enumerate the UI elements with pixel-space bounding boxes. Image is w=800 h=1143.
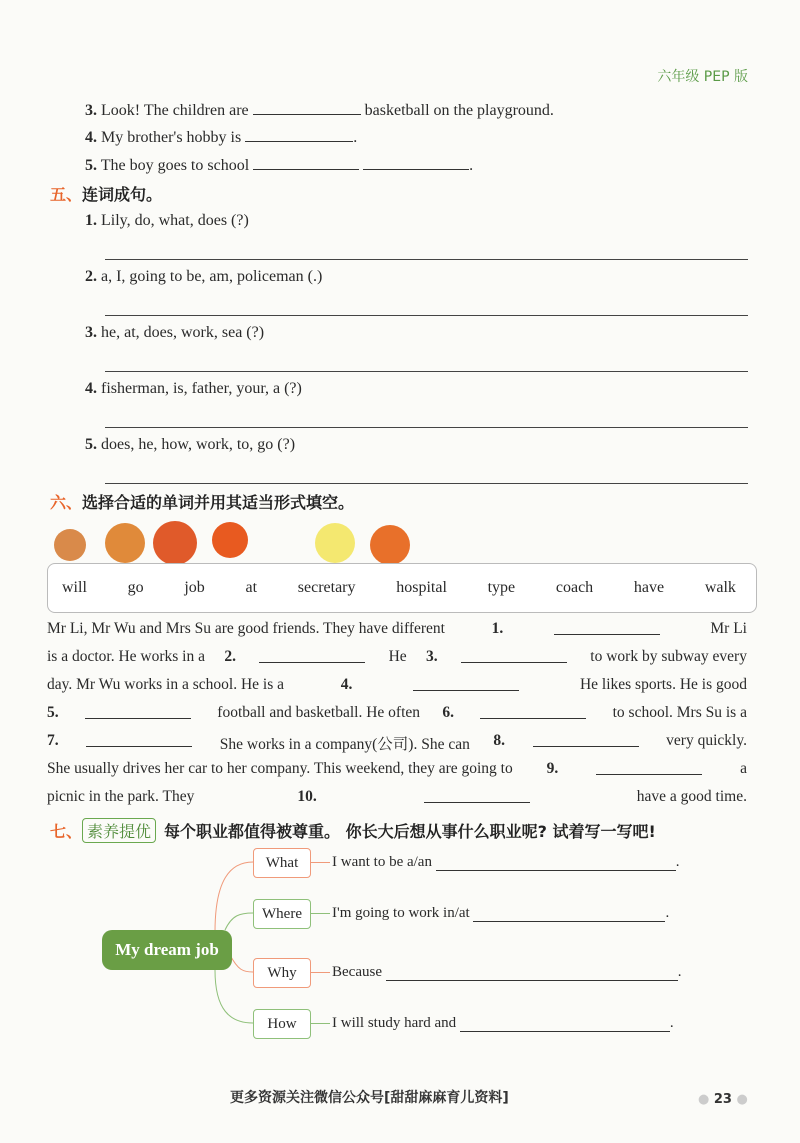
passage-text: have a good time. bbox=[636, 788, 747, 805]
fill-item-3: 3. Look! The children are basketball on the playground. bbox=[85, 102, 554, 119]
passage-text: He bbox=[388, 648, 407, 665]
passage-text: She usually drives her car to her company. This weekend, they are going to bbox=[47, 760, 513, 777]
mind-map-prompt: I will study hard and . bbox=[310, 1015, 674, 1032]
passage-text: is a doctor. He works in a bbox=[47, 648, 205, 665]
mind-map-prompt: Because . bbox=[310, 964, 681, 981]
word-option: job bbox=[184, 579, 205, 596]
fill-item-5: 5. The boy goes to school . bbox=[85, 157, 474, 174]
blank-number: 7. bbox=[47, 732, 59, 749]
sentence-item: 4. fisherman, is, father, your, a (?) bbox=[85, 380, 302, 397]
mind-map-prompt: I'm going to work in/at . bbox=[310, 905, 669, 922]
passage-text: very quickly. bbox=[666, 732, 747, 749]
mind-map-prompt: I want to be a/an . bbox=[310, 854, 679, 871]
mind-map-node: How bbox=[253, 1009, 311, 1039]
sentence-item: 3. he, at, does, work, sea (?) bbox=[85, 324, 265, 341]
blank-number: 9. bbox=[546, 760, 559, 777]
passage-text: to work by subway every bbox=[590, 648, 747, 665]
grade-header: 六年级 PEP 版 bbox=[657, 69, 748, 85]
blank-number: 6. bbox=[442, 704, 454, 721]
passage-text: picnic in the park. They bbox=[47, 788, 195, 805]
passage-text: football and basketball. He often bbox=[217, 704, 421, 721]
word-option: type bbox=[487, 579, 516, 596]
word-option: at bbox=[245, 579, 258, 596]
fill-item-4: 4. My brother's hobby is . bbox=[85, 129, 358, 146]
section-5-heading: 五、连词成句。 bbox=[50, 185, 163, 204]
blank-number: 3. bbox=[426, 648, 438, 665]
page-number: ● 23 ● bbox=[698, 1092, 748, 1107]
passage-text: She works in a company(公司). She can bbox=[219, 736, 470, 753]
sentence-item: 2. a, I, going to be, am, policeman (.) bbox=[85, 268, 323, 285]
section-7-heading: 七、 素养提优 每个职业都值得被尊重。 你长大后想从事什么职业呢? 试着写一写吧! bbox=[50, 818, 656, 843]
answer-blank[interactable] bbox=[386, 966, 678, 981]
mind-map-node: Where bbox=[253, 899, 311, 929]
word-option: secretary bbox=[297, 579, 356, 596]
sentence-item: 5. does, he, how, work, to, go (?) bbox=[85, 436, 296, 453]
passage-text: He likes sports. He is good bbox=[579, 676, 747, 693]
answer-blank[interactable] bbox=[436, 856, 676, 871]
passage-text: Mr Li bbox=[710, 620, 747, 637]
sentence-item: 1. Lily, do, what, does (?) bbox=[85, 212, 249, 229]
passage-text: to school. Mrs Su is a bbox=[612, 704, 747, 721]
tag-badge: 素养提优 bbox=[82, 818, 156, 843]
blank-number: 4. bbox=[340, 676, 353, 693]
passage-text: day. Mr Wu works in a school. He is a bbox=[47, 676, 285, 693]
word-option: hospital bbox=[396, 579, 447, 596]
answer-blank[interactable] bbox=[473, 907, 665, 922]
blank-number: 5. bbox=[47, 704, 59, 721]
section-6-heading: 六、选择合适的单词并用其适当形式填空。 bbox=[50, 493, 355, 512]
word-option: will bbox=[62, 579, 87, 596]
passage-text: a bbox=[740, 760, 747, 777]
word-option: walk bbox=[704, 579, 736, 596]
word-option: coach bbox=[555, 579, 594, 596]
word-option: go bbox=[127, 579, 144, 596]
answer-blank[interactable] bbox=[460, 1017, 670, 1032]
word-option: have bbox=[633, 579, 665, 596]
mind-map-node: What bbox=[253, 848, 311, 878]
passage-text: Mr Li, Mr Wu and Mrs Su are good friends. They have different bbox=[47, 620, 445, 637]
blank-number: 10. bbox=[297, 788, 317, 805]
mind-map-center: My dream job bbox=[102, 930, 232, 970]
mind-map-node: Why bbox=[253, 958, 311, 988]
blank-number: 2. bbox=[224, 648, 236, 665]
blank-number: 1. bbox=[491, 620, 504, 637]
blank-number: 8. bbox=[493, 732, 506, 749]
footer-note: 更多资源关注微信公众号[甜甜麻麻育儿资料] bbox=[230, 1090, 509, 1106]
